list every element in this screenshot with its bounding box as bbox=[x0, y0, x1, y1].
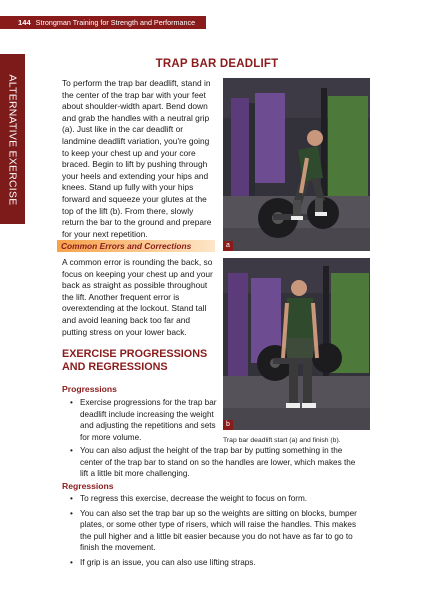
photo-caption: Trap bar deadlift start (a) and finish (b). bbox=[223, 437, 341, 444]
photo-label-b: b bbox=[223, 420, 233, 430]
list-item: • To regress this exercise, decrease the weight to focus on form. bbox=[62, 493, 367, 505]
photo-start-illustration bbox=[223, 78, 370, 251]
section-side-tab bbox=[0, 54, 25, 224]
intro-paragraph: To perform the trap bar deadlift, stand in the center of the trap bar with your feet about shoulder-width apart. Bend down and grab the handles with a neutral grip (a). Just like in the car deadlift or landmine deadlift variation, you're going to keep your chest up and your core braced. Begin to lift by pushing through your heels and extending your hips and knees. Stand up fully with your hips forward and squeeze your glutes at the top of the lift (b). From there, slowly return the bar to the ground and prepare for your next repetition. bbox=[62, 78, 212, 239]
regressions-heading: Regressions bbox=[62, 481, 114, 491]
common-errors-banner bbox=[57, 240, 215, 252]
progressions-section-heading: EXERCISE PROGRESSIONS AND REGRESSIONS bbox=[62, 348, 208, 373]
list-item: • If grip is an issue, you can also use lifting straps. bbox=[62, 557, 367, 569]
book-title: Strongman Training for Strength and Performance bbox=[35, 18, 196, 27]
list-item: • You can also adjust the height of the trap bar by putting something in the center of the trap bar to stand on so the handles are lower, which makes the lift a little bit more challenging. bbox=[62, 445, 362, 480]
progressions-heading: Progressions bbox=[62, 384, 117, 394]
list-item: • Exercise progressions for the trap bar deadlift include increasing the weight and adjusting the repetitions and sets for more volume. bbox=[62, 397, 217, 443]
photo-finish-illustration bbox=[223, 258, 370, 430]
photo-start-position bbox=[223, 78, 370, 251]
page-number: 144 bbox=[18, 18, 31, 27]
progressions-list bbox=[62, 397, 217, 446]
photo-finish-position bbox=[223, 258, 370, 430]
running-header bbox=[0, 16, 206, 29]
regressions-list bbox=[62, 493, 367, 572]
common-errors-paragraph: A common error is rounding the back, so focus on keeping your chest up and your back as straight as possible throughout the lift. Another frequent error is overextending at the lockout. Stand tall and avoid leaning back too far and putting stress on your lower back. bbox=[62, 257, 213, 337]
exercise-title: TRAP BAR DEADLIFT bbox=[155, 58, 279, 70]
progressions-list-continued bbox=[62, 445, 362, 483]
photo-label-a: a bbox=[223, 241, 233, 251]
list-item: • You can also set the trap bar up so the weights are sitting on blocks, bumper plates, or some other type of risers, which will raise the handles. This makes the pull higher and a little bit easier because you do not have as far to go to finish the movement. bbox=[62, 508, 367, 554]
side-tab-label: ALTERNATIVE EXERCISE bbox=[6, 74, 18, 206]
common-errors-heading: Common Errors and Corrections bbox=[61, 241, 192, 251]
